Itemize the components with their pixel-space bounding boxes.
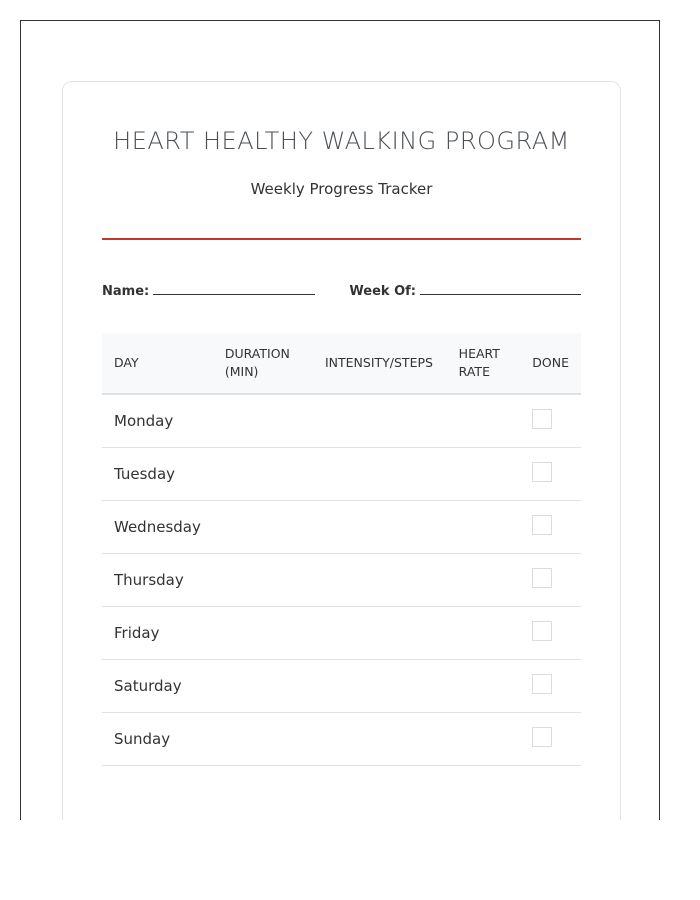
accent-divider xyxy=(102,238,581,240)
page-sheet xyxy=(20,20,660,820)
table-row xyxy=(102,554,581,607)
intensity-cell[interactable] xyxy=(313,554,447,607)
duration-cell[interactable] xyxy=(213,554,313,607)
intensity-cell[interactable] xyxy=(313,448,447,501)
duration-cell[interactable] xyxy=(213,660,313,713)
info-fields xyxy=(102,284,581,299)
done-checkbox[interactable] xyxy=(532,727,552,747)
duration-cell[interactable] xyxy=(213,394,313,448)
column-header-done: DONE xyxy=(532,355,569,370)
done-cell xyxy=(520,660,581,713)
name-label: Name: xyxy=(102,284,150,299)
intensity-cell[interactable] xyxy=(313,607,447,660)
intensity-cell[interactable] xyxy=(313,394,447,448)
tracker-card xyxy=(62,81,621,820)
name-field[interactable] xyxy=(102,284,315,299)
done-checkbox[interactable] xyxy=(532,621,552,641)
done-cell xyxy=(520,448,581,501)
table-row xyxy=(102,501,581,554)
day-cell: Friday xyxy=(102,607,213,660)
heart-rate-cell[interactable] xyxy=(447,713,521,766)
table-row xyxy=(102,660,581,713)
table-row xyxy=(102,607,581,660)
name-blank-line[interactable] xyxy=(153,284,315,295)
column-header-heart-rate: HEART RATE xyxy=(458,346,500,379)
heart-rate-cell[interactable] xyxy=(447,660,521,713)
done-checkbox[interactable] xyxy=(532,515,552,535)
done-cell xyxy=(520,394,581,448)
day-cell: Tuesday xyxy=(102,448,213,501)
progress-table xyxy=(102,333,581,766)
heart-rate-cell[interactable] xyxy=(447,394,521,448)
done-checkbox[interactable] xyxy=(532,674,552,694)
heart-rate-cell[interactable] xyxy=(447,501,521,554)
heart-rate-cell[interactable] xyxy=(447,554,521,607)
page-subtitle: Weekly Progress Tracker xyxy=(250,180,433,198)
done-cell xyxy=(520,501,581,554)
day-cell: Saturday xyxy=(102,660,213,713)
intensity-cell[interactable] xyxy=(313,713,447,766)
intensity-cell[interactable] xyxy=(313,660,447,713)
heart-rate-cell[interactable] xyxy=(447,607,521,660)
table-row xyxy=(102,448,581,501)
done-cell xyxy=(520,554,581,607)
duration-cell[interactable] xyxy=(213,448,313,501)
duration-cell[interactable] xyxy=(213,501,313,554)
column-header-intensity: INTENSITY/STEPS xyxy=(324,355,433,370)
heart-rate-cell[interactable] xyxy=(447,448,521,501)
duration-cell[interactable] xyxy=(213,607,313,660)
week-of-label: Week Of: xyxy=(349,284,416,299)
day-cell: Sunday xyxy=(102,713,213,766)
done-cell xyxy=(520,713,581,766)
column-header-day: DAY xyxy=(114,355,139,370)
week-of-blank-line[interactable] xyxy=(420,284,581,295)
duration-cell[interactable] xyxy=(213,713,313,766)
table-header-row xyxy=(102,333,581,394)
done-checkbox[interactable] xyxy=(532,409,552,429)
page-title: HEART HEALTHY WALKING PROGRAM xyxy=(113,127,570,155)
done-cell xyxy=(520,607,581,660)
table-row xyxy=(102,713,581,766)
table-row xyxy=(102,394,581,448)
done-checkbox[interactable] xyxy=(532,568,552,588)
day-cell: Wednesday xyxy=(102,501,213,554)
column-header-duration: DURATION (MIN) xyxy=(224,346,290,379)
intensity-cell[interactable] xyxy=(313,501,447,554)
day-cell: Monday xyxy=(102,394,213,448)
day-cell: Thursday xyxy=(102,554,213,607)
week-of-field[interactable] xyxy=(349,284,581,299)
done-checkbox[interactable] xyxy=(532,462,552,482)
